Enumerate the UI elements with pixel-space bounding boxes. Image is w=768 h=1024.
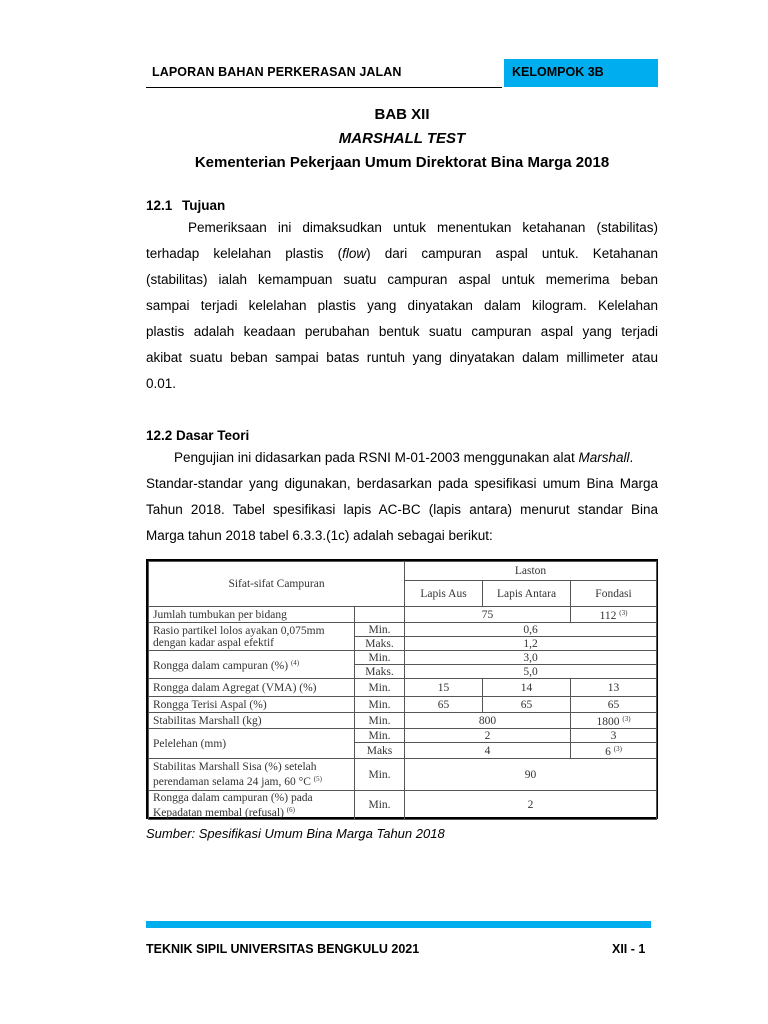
table-row: Jumlah tumbukan per bidang 75 112 $^{(3)}$ [149, 607, 657, 623]
chapter-title: MARSHALL TEST [338, 130, 466, 147]
table-header-fondasi: Fondasi [571, 581, 657, 607]
paragraph-line: Tahun 2018. Tabel spesifikasi lapis AC-BC (lapis antara) menurut standar Bina [146, 502, 658, 517]
header-report-title-box [146, 59, 502, 88]
table-header-laston: Laston [405, 562, 657, 581]
paragraph-line: plastis adalah keadaan perubahan bentuk suatu campuran aspal yang terjadi [146, 324, 658, 339]
header-group-box [504, 59, 658, 87]
table-header-lapis-aus: Lapis Aus [405, 581, 483, 607]
paragraph-line: (stabilitas) ialah kemampuan suatu campuran aspal untuk memerima beban [146, 272, 658, 287]
page-header [146, 59, 658, 87]
table-row: Stabilitas Marshall (kg) Min. 800 1800 $^{(3)}$ [149, 713, 657, 729]
table-row: Stabilitas Marshall Sisa (%) setelah perendaman selama 24 jam, 60 °C $^{(5)}$ Min. 90 [149, 759, 657, 791]
paragraph-line: 0.01. [146, 376, 177, 391]
table-header-properties: Sifat-sifat Campuran [149, 562, 405, 607]
section-number: 12.1 [146, 198, 173, 213]
paragraph-line: akibat suatu beban sampai batas runtuh yang dinyatakan dalam millimeter atau [146, 350, 658, 365]
paragraph-line: Pemeriksaan ini dimaksudkan untuk menentukan ketahanan (stabilitas) [188, 220, 658, 235]
table-row: Maks. 5,0 [149, 665, 657, 679]
table-row: Rongga dalam Agregat (VMA) (%) Min. 15 14 13 [149, 679, 657, 697]
table-header-lapis-antara: Lapis Antara [483, 581, 571, 607]
table-row: Maks 4 6 $^{(3)}$ [149, 743, 657, 759]
section-heading-dasar-teori: 12.2 Dasar Teori [146, 428, 250, 443]
paragraph-line: Marga tahun 2018 tabel 6.3.3.(1c) adalah sebagai berikut: [146, 528, 493, 543]
table-row: Rasio partikel lolos ayakan 0,075mm dengan kadar aspal efektif Min. 0,6 [149, 623, 657, 637]
section-heading-tujuan [146, 198, 225, 213]
spec-table [146, 559, 658, 819]
header-group-label: KELOMPOK 3B [512, 65, 604, 79]
footer-accent-bar [146, 921, 651, 928]
chapter-source: Kementerian Pekerjaan Umum Direktorat Bina Marga 2018 [194, 154, 610, 171]
paragraph-line: sampai terjadi kelelahan plastis yang dinyatakan dalam kilogram. Kelelahan [146, 298, 658, 313]
paragraph-line: Standar-standar yang digunakan, berdasarkan pada spesifikasi umum Bina Marga [146, 476, 658, 491]
table-row: Rongga dalam campuran (%) $^{(4)}$ Min. 3,0 [149, 651, 657, 665]
table-row: Rongga dalam campuran (%) pada Kepadatan membal (refusal) $^{(6)}$ Min. 2 [149, 791, 657, 820]
table-row: Maks. 1,2 [149, 637, 657, 651]
paragraph-line: Pengujian ini didasarkan pada RSNI M-01-2003 menggunakan alat Marshall. [174, 450, 634, 465]
table-row: Pelelehan (mm) Min. 2 3 [149, 729, 657, 743]
table-source-caption: Sumber: Spesifikasi Umum Bina Marga Tahun 2018 [146, 826, 445, 841]
table-row: Rongga Terisi Aspal (%) Min. 65 65 65 [149, 697, 657, 713]
paragraph-line: terhadap kelelahan plastis (flow) dari campuran aspal untuk. Ketahanan [146, 246, 658, 261]
header-report-title: LAPORAN BAHAN PERKERASAN JALAN [152, 65, 402, 79]
footer-institution: TEKNIK SIPIL UNIVERSITAS BENGKULU 2021 [146, 942, 420, 956]
chapter-number: BAB XII [374, 106, 430, 123]
footer-page-number: XII - 1 [612, 942, 646, 956]
section-title: Tujuan [182, 198, 226, 213]
